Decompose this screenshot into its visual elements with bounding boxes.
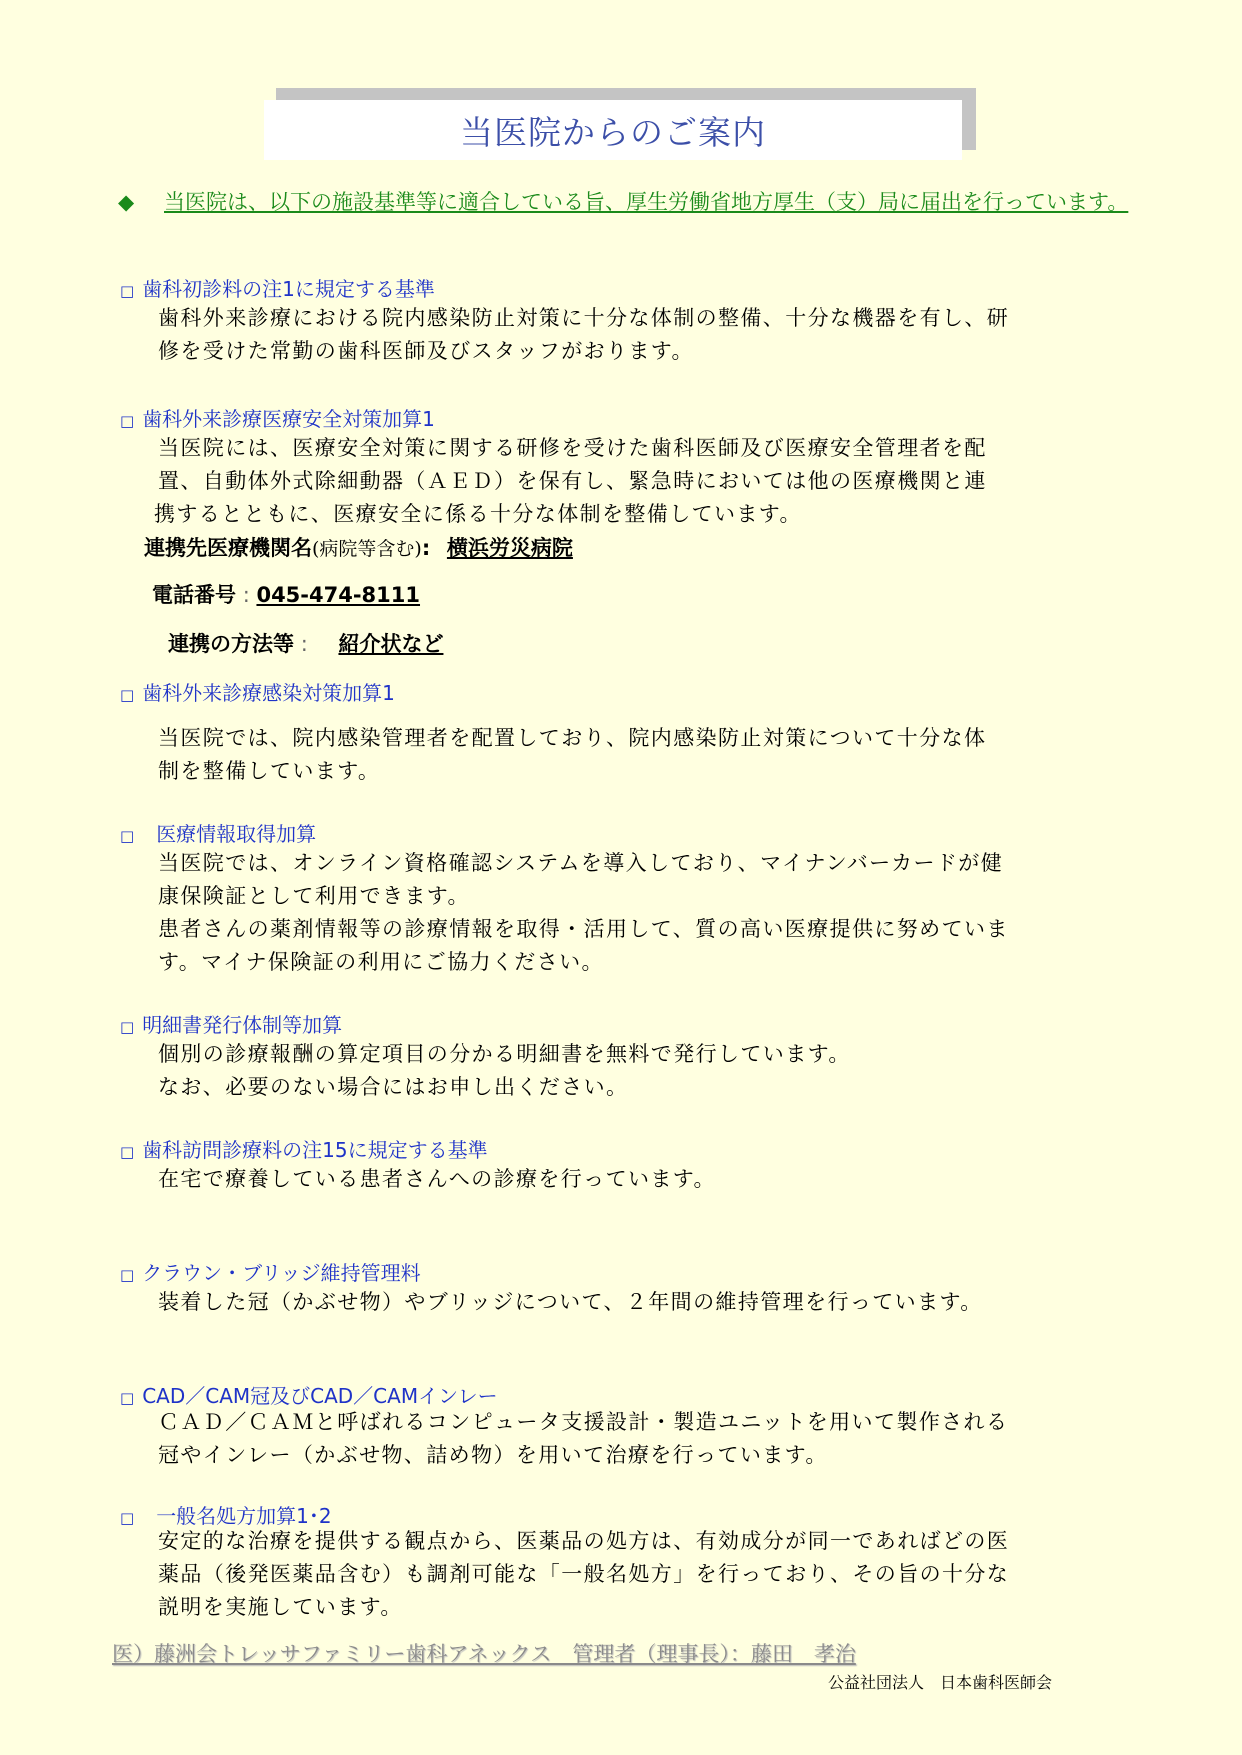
partner-method: 連携の方法等 : 紹介状など (168, 628, 467, 658)
diamond-bullet-icon: ◆ (118, 190, 135, 214)
checkbox-icon: □ (120, 1143, 135, 1161)
section-title: □ 一般名処方加算1･2 (120, 1504, 332, 1528)
section-body: 歯科外来診療における院内感染防止対策に十分な体制の整備、十分な機器を有し、研 修を受けた常勤の歯科医師及びスタッフがおります。 (158, 306, 1010, 363)
phone-number: 045-474-8111 (256, 583, 421, 607)
section-body: 安定的な治療を提供する観点から、医薬品の処方は、有効成分が同一であればどの医 薬品（後発医薬品含む）も調剤可能な「一般名処方」を行っており、その旨の十分な 説明を実施しています。 (158, 1529, 1010, 1619)
section-body: 当医院では、院内感染管理者を配置しており、院内感染防止対策について十分な体 制を整備しています。 (158, 726, 987, 783)
section-title: □ CAD／CAM冠及びCAD／CAMインレー (120, 1384, 498, 1408)
notice (118, 185, 1138, 219)
checkbox-icon: □ (120, 1266, 135, 1284)
section-title: □ 歯科初診料の注1に規定する基準 (120, 277, 435, 301)
checkbox-icon: □ (120, 686, 135, 704)
section-body: ＣＡＤ／ＣＡＭと呼ばれるコンピュータ支援設計・製造ユニットを用いて製作される 冠やインレー（かぶせ物、詰め物）を用いて治療を行っています。 (158, 1410, 1009, 1467)
footer-association: 公益社団法人 日本歯科医師会 (828, 1673, 1053, 1692)
section-title: □ 歯科外来診療感染対策加算1 (120, 681, 395, 705)
partner-institution: 連携先医療機関名(病院等含む): 横浜労災病院 (144, 532, 587, 562)
partner-phone: 電話番号 : 045-474-8111 (152, 583, 421, 607)
section-title: □ 歯科外来診療医療安全対策加算1 (120, 407, 435, 431)
page-title: 当医院からのご案内 (460, 112, 766, 152)
section-body: 個別の診療報酬の算定項目の分かる明細書を無料で発行しています。 なお、必要のない場合にはお申し出ください。 (158, 1042, 851, 1099)
partner-name: 横浜労災病院 (446, 536, 573, 560)
checkbox-icon: □ (120, 827, 135, 845)
checkbox-icon: □ (120, 1509, 135, 1527)
checkbox-icon: □ (120, 1018, 135, 1036)
section-body: 在宅で療養している患者さんへの診療を行っています。 (158, 1167, 716, 1191)
checkbox-icon: □ (120, 282, 135, 300)
section-body: 当医院には、医療安全対策に関する研修を受けた歯科医師及び医療安全管理者を配 置、自動体外式除細動器（ＡＥＤ）を保有し、緊急時においては他の医療機関と連 携するとともに、医療安全に係る十分な体制を整備しています。 (154, 436, 987, 526)
checkbox-icon: □ (120, 412, 135, 430)
section-body: 当医院では、オンライン資格確認システムを導入しており、マイナンバーカードが健 康保険証として利用できます。 患者さんの薬剤情報等の診療情報を取得・活用して、質の高い医療提供に努めていま す。マイナ保険証の利用にご協力ください。 (158, 851, 1009, 974)
footer-clinic: 医）藤洲会トレッサファミリー歯科アネックス 管理者（理事長）：藤田 孝治 (112, 1642, 856, 1666)
section-title: □ 明細書発行体制等加算 (120, 1013, 343, 1037)
section-title: □ クラウン・ブリッジ維持管理料 (120, 1261, 421, 1285)
checkbox-icon: □ (120, 1389, 135, 1407)
section-title: □ 医療情報取得加算 (120, 822, 317, 846)
section-title: □ 歯科訪問診療料の注15に規定する基準 (120, 1138, 488, 1162)
method-value: 紹介状など (338, 632, 444, 656)
notice-text: 当医院は、以下の施設基準等に適合している旨、厚生労働省地方厚生（支）局に届出を行っています。 (164, 190, 1129, 214)
title-banner (264, 100, 962, 160)
section-body: 装着した冠（かぶせ物）やブリッジについて、２年間の維持管理を行っています。 (158, 1290, 983, 1314)
